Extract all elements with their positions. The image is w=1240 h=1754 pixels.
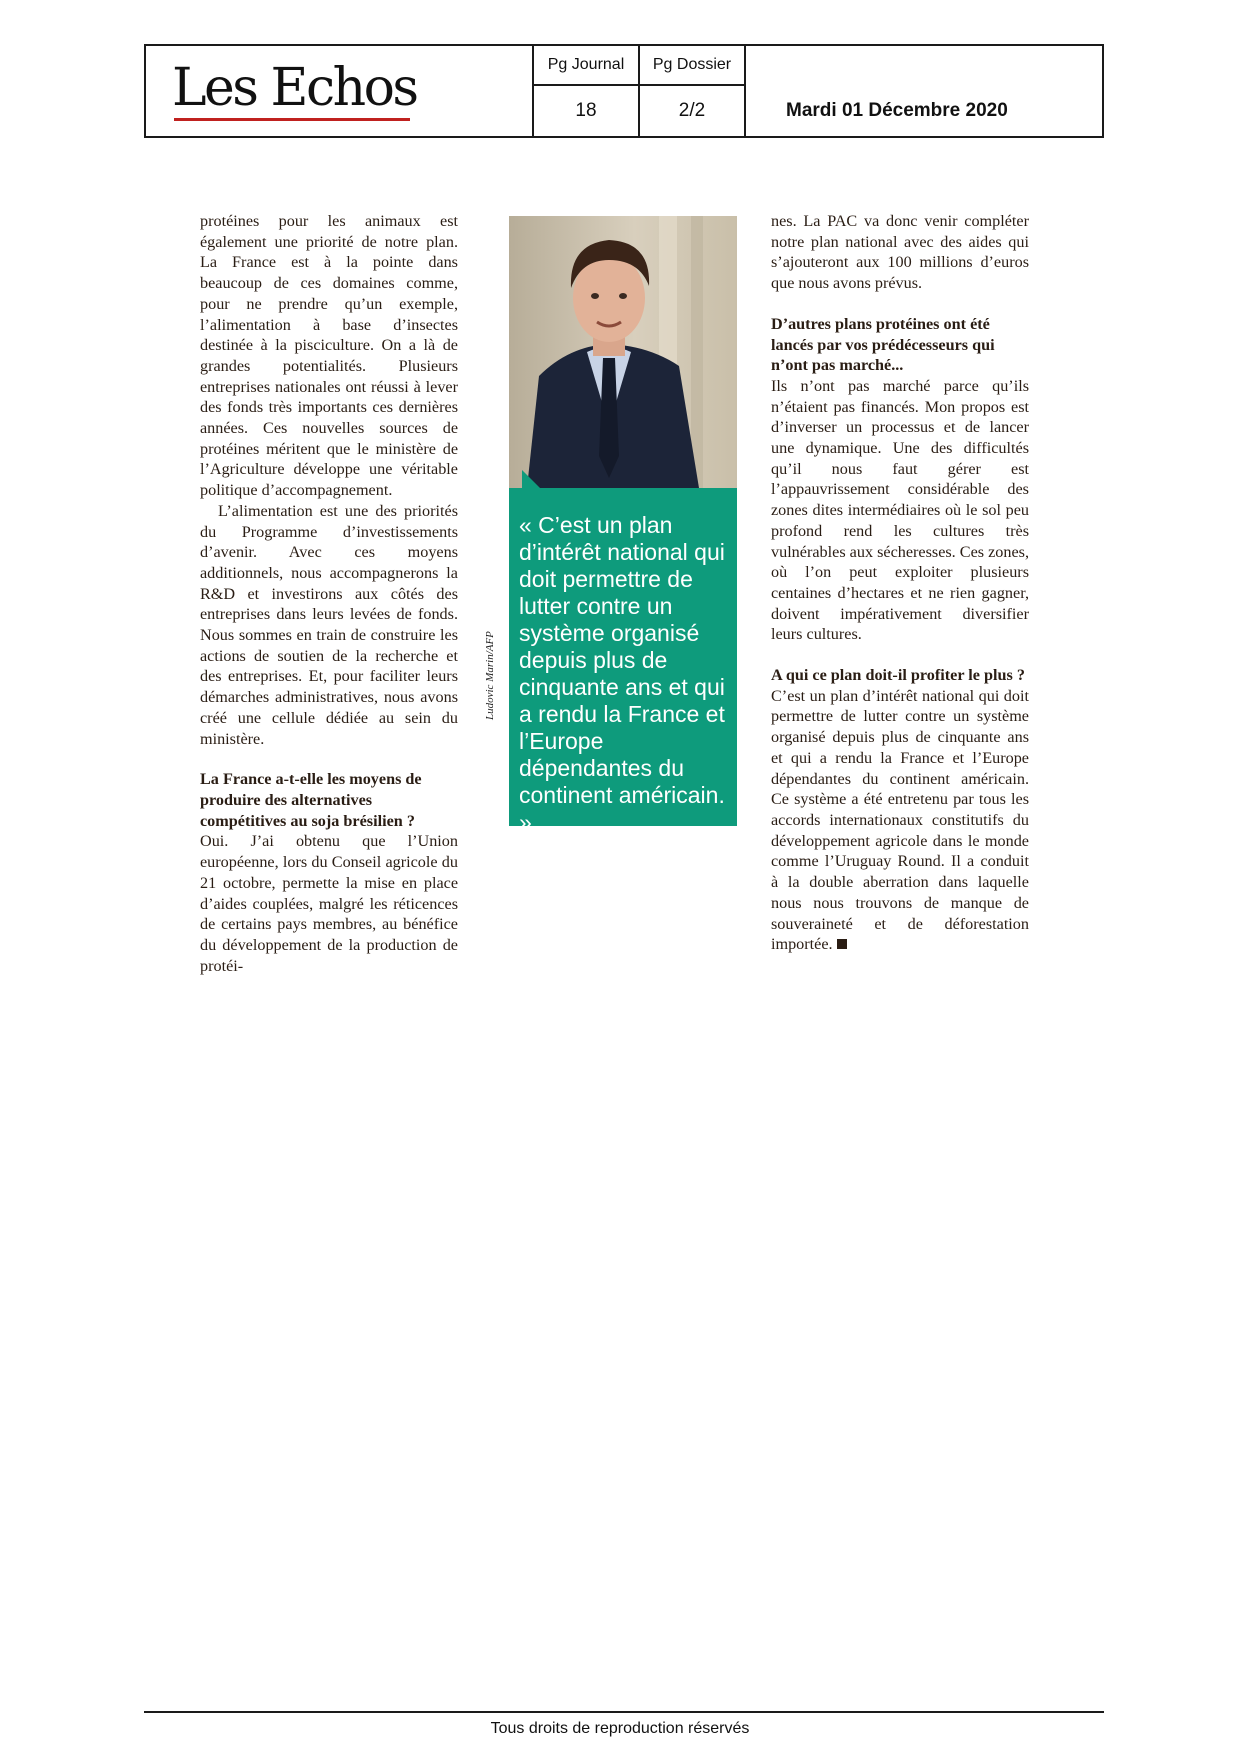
date-cell bbox=[746, 46, 1102, 136]
copyright-notice: Tous droits de reproduction réservés bbox=[490, 1720, 750, 1737]
paragraph: nes. La PAC va donc venir compléter notre plan national avec des aides qui s’ajouteront aux 100 millions d’euros que nous avons prévus. bbox=[771, 212, 1029, 293]
photo-credit: Ludovic Marin/AFP bbox=[484, 631, 496, 720]
paragraph: protéines pour les animaux est également une priorité de notre plan. La France est à la pointe dans beaucoup de ces domaines comme, pour ne prendre qu’un exemple, l’alimentation à base d’insectes destinée à la pisciculture. On a là de grandes potentialités. Plusieurs entreprises nationales ont réussi à lever des fonds très importants ces dernières années. Ces nouvelles sources de protéines méritent que le ministère de l’Agriculture développe une véritable politique d’accompagnement. bbox=[200, 212, 458, 500]
article-column-right bbox=[771, 211, 1029, 955]
les-echos-logo: Les Echos bbox=[172, 58, 417, 118]
end-of-article-icon bbox=[837, 939, 847, 949]
paragraph: L’alimentation est une des priorités du Programme d’investissements d’avenir. Avec ces moyens additionnels, nous accompagnerons la R&D et investirons aux côtés des entreprises dans leurs levées de fonds. Nous sommes en train de construire les actions de soutien de la recherche et des entreprises. Et, pour faciliter leurs démarches administratives, nous avons créé une cellule dédiée au sein du ministère. bbox=[200, 501, 458, 748]
answer-text: C’est un plan d’intérêt national qui doit permettre de lutter contre un système organisé depuis plus de cinquante ans et qui a rendu la France et l’Europe dépendantes du continent américain. Ce système a été entretenu par tous les accords internationaux constitutifs du développement agricole dans le monde comme l’Uruguay Round. Il a conduit à la double aberration dans laquelle nous nous trouvons de manque de souveraineté et de déforestation importée. bbox=[771, 686, 1029, 954]
interview-answer: Oui. J’ai obtenu que l’Union européenne, lors du Conseil agricole du 21 octobre, permette la mise en place d’aides couplées, malgré les réticences de certains pays membres, au bénéfice du développement de la production de protéi- bbox=[200, 832, 458, 975]
pg-journal-label: Pg Journal bbox=[534, 46, 638, 86]
interview-question: La France a-t-elle les moyens de produire des alternatives compétitives au soja brésilien ? bbox=[200, 770, 422, 830]
article-column-left bbox=[200, 211, 458, 976]
pg-dossier-cell bbox=[640, 46, 746, 136]
publication-date: Mardi 01 Décembre 2020 bbox=[786, 100, 1008, 121]
interview-question: D’autres plans protéines ont été lancés par vos prédécesseurs qui n’ont pas marché... bbox=[771, 314, 995, 375]
logo-cell bbox=[146, 46, 534, 136]
quote-notch bbox=[522, 470, 540, 488]
interview-answer bbox=[771, 686, 1029, 955]
pg-journal-value: 18 bbox=[575, 100, 597, 121]
pg-dossier-label: Pg Dossier bbox=[640, 46, 744, 86]
interview-answer: Ils n’ont pas marché parce qu’ils n’étaient pas financés. Mon propos est d’inverser un processus et de lancer une dynamique. Une des difficultés qu’il nous faut gérer est l’appauvrissement considérable des zones dites intermédiaires où le sol peu profond rend les cultures très vulnérables aux sécheresses. Ces zones, où l’on peut exploiter plusieurs centaines d’hectares et ne rien gagner, doivent impérativement diversifier leurs cultures. bbox=[771, 376, 1030, 644]
header-box bbox=[144, 44, 1104, 138]
footer-divider bbox=[144, 1711, 1104, 1713]
logo-underline bbox=[174, 118, 410, 121]
interview-question: A qui ce plan doit-il profiter le plus ? bbox=[771, 666, 1025, 685]
portrait-photo bbox=[509, 216, 737, 488]
portrait-illustration bbox=[509, 216, 737, 488]
pg-dossier-value: 2/2 bbox=[678, 100, 706, 121]
pg-journal-cell bbox=[534, 46, 640, 136]
pull-quote: « C’est un plan d’intérêt national qui doit permettre de lutter contre un système organisé depuis plus de cinquante ans et qui a rendu la France et l’Europe dépendantes du continent américain. » bbox=[509, 488, 737, 826]
